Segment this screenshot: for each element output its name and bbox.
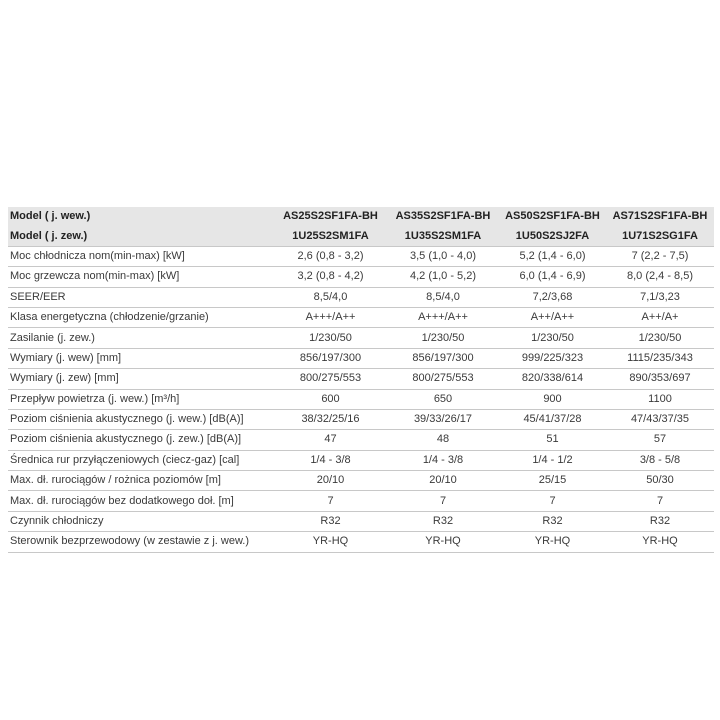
row-label-cell: Moc grzewcza nom(min-max) [kW] [8, 267, 274, 287]
row-label-cell: Czynnik chłodniczy [8, 511, 274, 531]
value-cell: 8,5/4,0 [274, 287, 387, 307]
value-cell: 820/338/614 [499, 369, 606, 389]
value-cell: 7 [387, 491, 499, 511]
model-cell: 1U35S2SM1FA [387, 226, 499, 246]
value-cell: 1/230/50 [499, 328, 606, 348]
value-cell: YR-HQ [606, 532, 714, 552]
header-row [8, 226, 714, 246]
model-cell: AS50S2SF1FA-BH [499, 207, 606, 226]
value-cell: YR-HQ [387, 532, 499, 552]
value-cell: 800/275/553 [274, 369, 387, 389]
value-cell: 1/4 - 1/2 [499, 450, 606, 470]
value-cell: 3,5 (1,0 - 4,0) [387, 246, 499, 266]
spec-table [8, 207, 714, 553]
value-cell: 1115/235/343 [606, 348, 714, 368]
header-label-cell: Model ( j. zew.) [8, 226, 274, 246]
model-cell: AS71S2SF1FA-BH [606, 207, 714, 226]
table-row [8, 389, 714, 409]
row-label-cell: Max. dł. rurociągów bez dodatkowego doł. [m] [8, 491, 274, 511]
value-cell: 890/353/697 [606, 369, 714, 389]
value-cell: 47 [274, 430, 387, 450]
row-label-cell: Poziom ciśnienia akustycznego (j. zew.) [dB(A)] [8, 430, 274, 450]
value-cell: 25/15 [499, 471, 606, 491]
header-row [8, 207, 714, 226]
value-cell: 51 [499, 430, 606, 450]
row-label-cell: Klasa energetyczna (chłodzenie/grzanie) [8, 307, 274, 327]
table-row [8, 450, 714, 470]
value-cell: 7 [499, 491, 606, 511]
row-label-cell: Max. dł. rurociągów / rożnica poziomów [m] [8, 471, 274, 491]
model-cell: 1U50S2SJ2FA [499, 226, 606, 246]
value-cell: 20/10 [387, 471, 499, 491]
row-label-cell: Moc chłodnicza nom(min-max) [kW] [8, 246, 274, 266]
table-row [8, 491, 714, 511]
value-cell: 1/230/50 [274, 328, 387, 348]
value-cell: R32 [606, 511, 714, 531]
value-cell: 48 [387, 430, 499, 450]
value-cell: 5,2 (1,4 - 6,0) [499, 246, 606, 266]
value-cell: 50/30 [606, 471, 714, 491]
value-cell: 45/41/37/28 [499, 409, 606, 429]
table-row [8, 267, 714, 287]
row-label-cell: Średnica rur przyłączeniowych (ciecz-gaz) [cal] [8, 450, 274, 470]
model-cell: AS35S2SF1FA-BH [387, 207, 499, 226]
value-cell: 650 [387, 389, 499, 409]
table-row [8, 348, 714, 368]
value-cell: 57 [606, 430, 714, 450]
value-cell: 7 (2,2 - 7,5) [606, 246, 714, 266]
table-row [8, 430, 714, 450]
row-label-cell: Wymiary (j. zew) [mm] [8, 369, 274, 389]
value-cell: 1/4 - 3/8 [387, 450, 499, 470]
model-cell: 1U25S2SM1FA [274, 226, 387, 246]
table-row [8, 511, 714, 531]
value-cell: 856/197/300 [274, 348, 387, 368]
value-cell: 1100 [606, 389, 714, 409]
value-cell: 7,2/3,68 [499, 287, 606, 307]
table-row [8, 409, 714, 429]
value-cell: 1/4 - 3/8 [274, 450, 387, 470]
value-cell: 39/33/26/17 [387, 409, 499, 429]
row-label-cell: Wymiary (j. wew) [mm] [8, 348, 274, 368]
value-cell: 600 [274, 389, 387, 409]
value-cell: 7,1/3,23 [606, 287, 714, 307]
value-cell: 800/275/553 [387, 369, 499, 389]
value-cell: A++/A+ [606, 307, 714, 327]
row-label-cell: Sterownik bezprzewodowy (w zestawie z j. wew.) [8, 532, 274, 552]
value-cell: 999/225/323 [499, 348, 606, 368]
table-row [8, 246, 714, 266]
spec-table-body [8, 207, 714, 552]
value-cell: 1/230/50 [387, 328, 499, 348]
value-cell: 38/32/25/16 [274, 409, 387, 429]
value-cell: 7 [606, 491, 714, 511]
value-cell: A++/A++ [499, 307, 606, 327]
value-cell: 8,0 (2,4 - 8,5) [606, 267, 714, 287]
table-row [8, 328, 714, 348]
row-label-cell: Poziom ciśnienia akustycznego (j. wew.) [dB(A)] [8, 409, 274, 429]
table-row [8, 532, 714, 552]
value-cell: 7 [274, 491, 387, 511]
row-label-cell: Zasilanie (j. zew.) [8, 328, 274, 348]
value-cell: 4,2 (1,0 - 5,2) [387, 267, 499, 287]
value-cell: 1/230/50 [606, 328, 714, 348]
header-label-cell: Model ( j. wew.) [8, 207, 274, 226]
row-label-cell: SEER/EER [8, 287, 274, 307]
value-cell: 8,5/4,0 [387, 287, 499, 307]
model-cell: 1U71S2SG1FA [606, 226, 714, 246]
value-cell: 47/43/37/35 [606, 409, 714, 429]
value-cell: 856/197/300 [387, 348, 499, 368]
value-cell: YR-HQ [499, 532, 606, 552]
value-cell: R32 [274, 511, 387, 531]
value-cell: 3/8 - 5/8 [606, 450, 714, 470]
value-cell: A+++/A++ [387, 307, 499, 327]
value-cell: 900 [499, 389, 606, 409]
model-cell: AS25S2SF1FA-BH [274, 207, 387, 226]
value-cell: A+++/A++ [274, 307, 387, 327]
value-cell: R32 [499, 511, 606, 531]
table-row [8, 307, 714, 327]
table-row [8, 471, 714, 491]
table-row [8, 369, 714, 389]
table-row [8, 287, 714, 307]
row-label-cell: Przepływ powietrza (j. wew.) [m³/h] [8, 389, 274, 409]
value-cell: 20/10 [274, 471, 387, 491]
value-cell: 2,6 (0,8 - 3,2) [274, 246, 387, 266]
value-cell: 6,0 (1,4 - 6,9) [499, 267, 606, 287]
value-cell: YR-HQ [274, 532, 387, 552]
value-cell: R32 [387, 511, 499, 531]
value-cell: 3,2 (0,8 - 4,2) [274, 267, 387, 287]
